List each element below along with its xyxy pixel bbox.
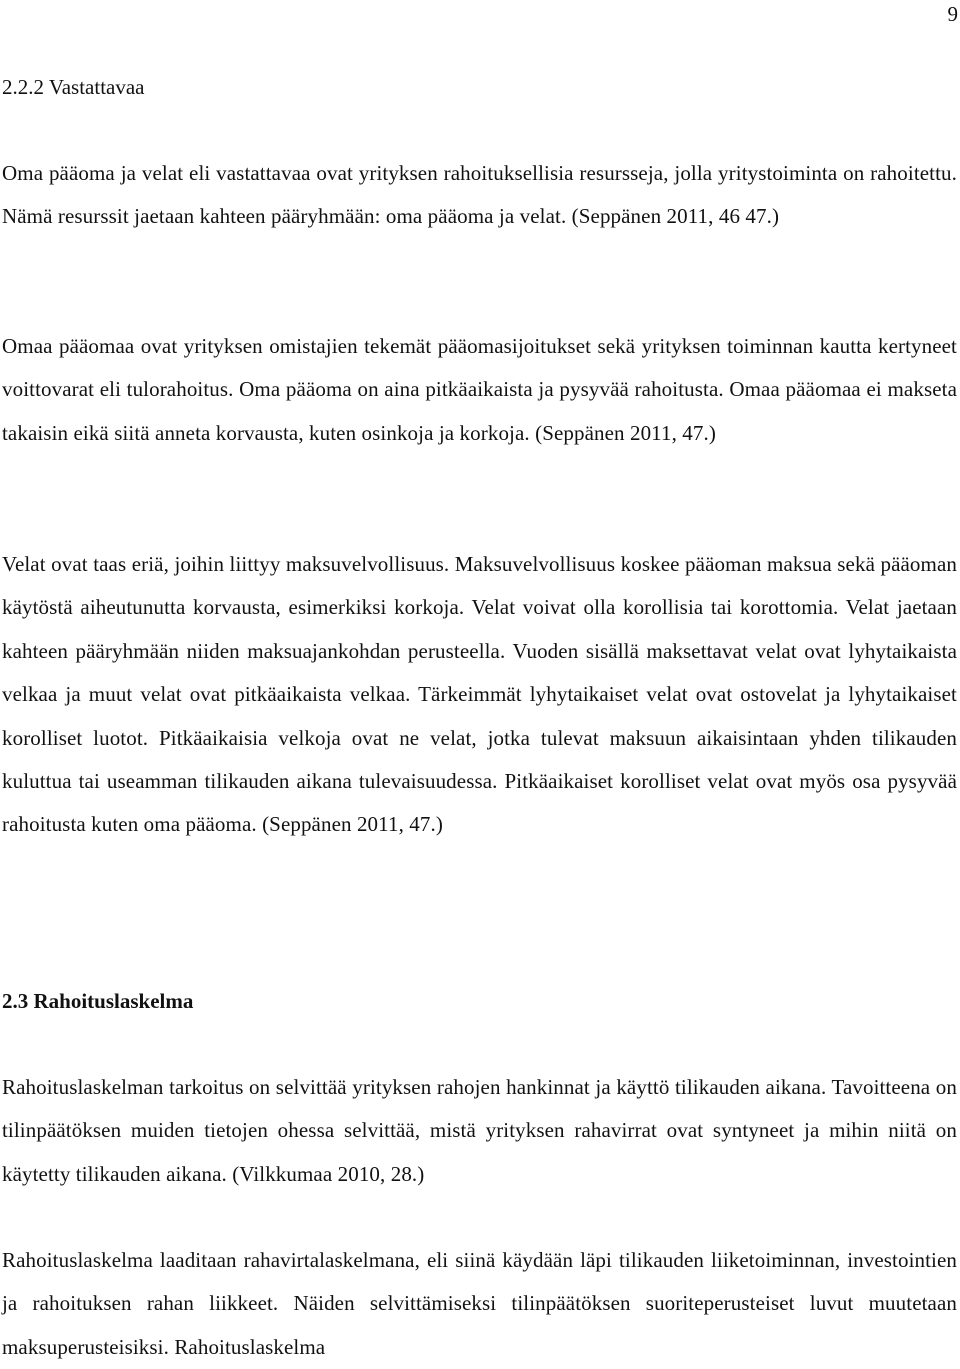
paragraph-oma-paaoma: Omaa pääomaa ovat yrityksen omistajien tekemät pääomasijoitukset sekä yrityksen toiminnan kautta kertyneet voittovarat eli tulorahoitus. Oma pääoma on aina pitkäaikaista ja pysyvää rahoitusta. Omaa pääomaa ei makseta takaisin eikä siitä anneta korvausta, kuten osinkoja ja korkoja. (Seppänen 2011, 47.): [2, 334, 957, 445]
paragraph-velat: Velat ovat taas eriä, joihin liittyy maksuvelvollisuus. Maksuvelvollisuus koskee pääoman maksua sekä pääoman käytöstä aiheutunutta korvausta, esimerkiksi korkoja. Velat voivat olla korollisia tai korottomia. Velat jaetaan kahteen pääryhmään niiden maksuajankohdan perusteella. Vuoden sisällä maksettavat velat ovat lyhytaikaista velkaa ja muut velat ovat pitkäaikaista velkaa. Tärkeimmät lyhytaikaiset velat ovat ostovelat ja lyhytaikaiset korolliset luotot. Pitkäaikaisia velkoja ovat ne velat, jotka tulevat maksuun aikaisintaan yhden tilikauden kuluttua tai useamman tilikauden aikana tulevaisuudessa. Pitkäaikaiset korolliset velat ovat myös osa pysyvää rahoitusta kuten oma pääoma. (Seppänen 2011, 47.): [2, 552, 957, 837]
paragraph-rahoituslaskelma-method: Rahoituslaskelma laaditaan rahavirtalaskelmana, eli siinä käydään läpi tilikauden liiketoiminnan, investointien ja rahoituksen rahan liikkeet. Näiden selvittämiseksi tilinpäätöksen suoriteperusteiset luvut muutetaan maksuperusteisiksi. Rahoituslaskelma: [2, 1248, 957, 1359]
page-number: 9: [947, 2, 958, 26]
section-heading-rahoituslaskelma: 2.3 Rahoituslaskelma: [2, 989, 194, 1013]
paragraph-rahoituslaskelma-purpose: Rahoituslaskelman tarkoitus on selvittää yrityksen rahojen hankinnat ja käyttö tilikauden aikana. Tavoitteena on tilinpäätöksen muiden tietojen ohessa selvittää, mistä yrityksen rahavirrat ovat syntyneet ja mihin niitä on käytetty tilikauden aikana. (Vilkkumaa 2010, 28.): [2, 1075, 957, 1186]
section-heading-vastattavaa: 2.2.2 Vastattavaa: [2, 75, 145, 99]
paragraph-vastattavaa-intro: Oma pääoma ja velat eli vastattavaa ovat yrityksen rahoituksellisia resursseja, jolla yritystoiminta on rahoitettu. Nämä resurssit jaetaan kahteen pääryhmään: oma pääoma ja velat. (Seppänen 2011, 46 47.): [2, 161, 957, 229]
